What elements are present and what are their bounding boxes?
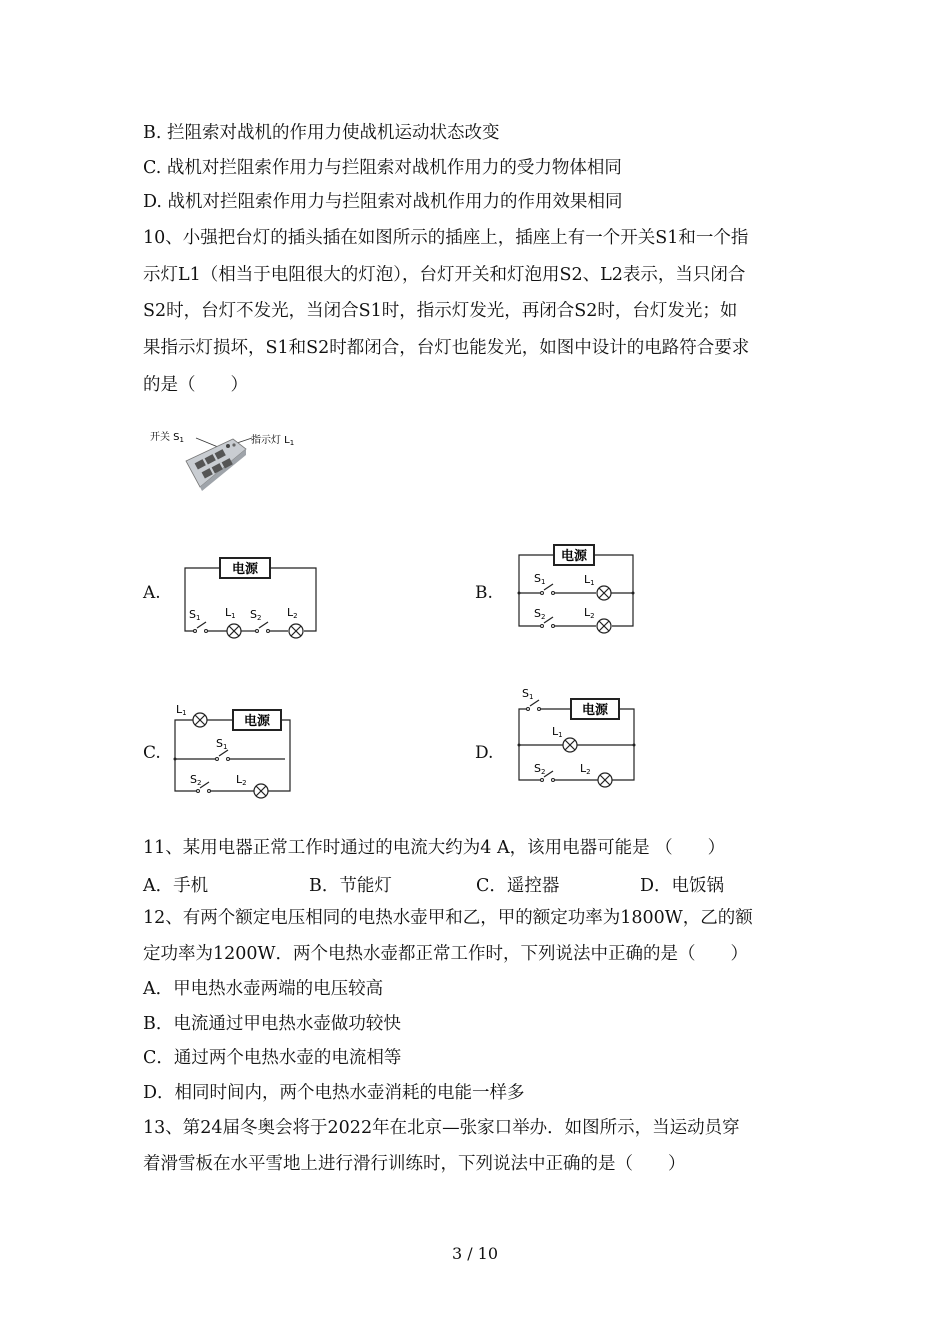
q12-option-b: B．电流通过甲电热水壶做功较快	[143, 1014, 401, 1034]
circuit-d	[514, 684, 640, 788]
q12-option-c: C．通过两个电热水壶的电流相等	[143, 1048, 402, 1068]
svg-text:L1: L1	[552, 725, 563, 739]
svg-text:S1: S1	[534, 572, 546, 586]
svg-text:L2: L2	[584, 606, 595, 620]
q12-line-1: 12、有两个额定电压相同的电热水壶甲和乙，甲的额定功率为1800W，乙的额	[143, 908, 753, 928]
power-strip-icon	[186, 439, 246, 491]
q10-line-4: 果指示灯损坏，S1和S2时都闭合，台灯也能发光，如图中设计的电路符合要求	[143, 338, 750, 358]
q13-line-1: 13、第24届冬奥会将于2022年在北京—张家口举办．如图所示，当运动员穿	[143, 1118, 740, 1138]
svg-text:S1: S1	[522, 687, 534, 701]
switch-label: 开关 $S_1$	[150, 432, 184, 444]
svg-text:L1: L1	[584, 573, 595, 587]
svg-text:电源: 电源	[560, 549, 588, 564]
svg-text:L2: L2	[287, 606, 298, 620]
svg-text:L1: L1	[225, 606, 236, 620]
q11-option-c: C．遥控器	[476, 876, 560, 896]
svg-text:L2: L2	[236, 773, 247, 787]
option-d-label: D.	[475, 743, 494, 763]
svg-text:S1: S1	[189, 608, 201, 622]
q10-line-5: 的是（ ）	[143, 375, 248, 395]
svg-text:电源: 电源	[581, 703, 609, 718]
lamp-label: 指示灯 $L_1$	[251, 435, 295, 447]
svg-text:电源: 电源	[231, 562, 259, 577]
option-b-label: B.	[475, 583, 493, 603]
q12-option-d: D．相同时间内，两个电热水壶消耗的电能一样多	[143, 1083, 525, 1103]
option-c-label: C.	[143, 743, 161, 763]
circuit-b	[514, 543, 638, 631]
socket-figure	[148, 425, 298, 495]
svg-text:S2: S2	[250, 608, 262, 622]
q10-line-1: 10、小强把台灯的插头插在如图所示的插座上，插座上有一个开关S1和一个指	[143, 228, 749, 248]
q11-stem: 11、某用电器正常工作时通过的电流大约为4 A，该用电器可能是 （ ）	[143, 838, 726, 858]
svg-text:电源: 电源	[243, 714, 271, 729]
q11-option-a: A．手机	[143, 876, 209, 896]
q12-option-a: A．甲电热水壶两端的电压较高	[143, 979, 384, 999]
option-a-label: A.	[143, 583, 161, 603]
svg-text:S1: S1	[216, 737, 228, 751]
q13-line-2: 着滑雪板在水平雪地上进行滑行训练时，下列说法中正确的是（ ）	[143, 1154, 686, 1174]
svg-text:S2: S2	[534, 762, 546, 776]
page-number: 3 / 10	[451, 1244, 499, 1263]
q9-option-d: D. 战机对拦阻索作用力与拦阻索对战机作用力的作用效果相同	[143, 192, 623, 212]
circuit-a	[183, 556, 319, 640]
q9-option-c: C. 战机对拦阻索作用力与拦阻索对战机作用力的受力物体相同	[143, 158, 622, 178]
q9-option-b: B. 拦阻索对战机的作用力使战机运动状态改变	[143, 123, 500, 143]
circuit-c	[170, 700, 296, 797]
svg-text:L1: L1	[176, 703, 187, 717]
svg-text:S2: S2	[534, 607, 546, 621]
svg-text:S2: S2	[190, 773, 202, 787]
q11-option-b: B．节能灯	[309, 876, 392, 896]
svg-text:L2: L2	[580, 762, 591, 776]
q10-line-3: S2时，台灯不发光，当闭合S1时，指示灯发光，再闭合S2时，台灯发光；如	[143, 301, 738, 321]
q10-line-2: 示灯L1（相当于电阻很大的灯泡），台灯开关和灯泡用S2、L2表示，当只闭合	[143, 265, 746, 285]
q12-line-2: 定功率为1200W．两个电热水壶都正常工作时，下列说法中正确的是（ ）	[143, 944, 749, 964]
q11-option-d: D．电饭锅	[640, 876, 725, 896]
q11-options	[143, 872, 823, 896]
